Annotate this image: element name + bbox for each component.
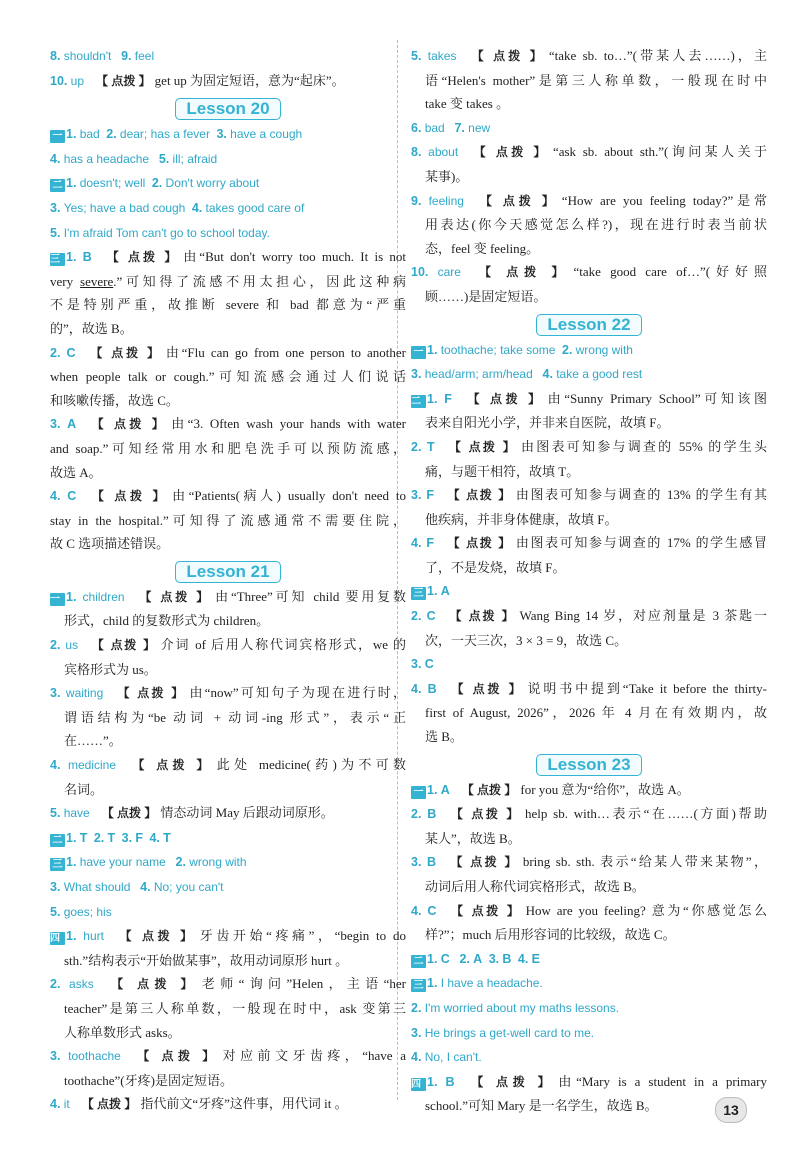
hint-tag: 【 点拨 】 [446, 439, 517, 454]
hint-tag: 【 点拨 】 [475, 193, 558, 208]
answer-line: 2. B 【 点拨 】 help sb. with…表示“在……(方面)帮助 [411, 806, 768, 822]
answer-line: and soap.”可知经常用水和肥皂洗手可以预防流感， [50, 440, 406, 456]
answer-line: 3. B 【 点拨 】 bring sb. sth. 表示“给某人带来某物”， [411, 854, 767, 870]
answer-line: 3. waiting 【 点拨 】 由“now”可知句子为现在进行时， [50, 685, 407, 701]
section-three-icon: 三 [50, 253, 65, 266]
answer-line: 某人”，故选 B。 [425, 830, 521, 846]
answer-line: 3. toothache 【 点拨 】 对应前文牙齿疼，“have a [50, 1048, 406, 1064]
answer-line: 故选 A。 [50, 464, 102, 480]
hint-tag: 【 点拨 】 [466, 1074, 555, 1089]
answer-line: 2. asks 【 点拨 】 老师“询问”Helen，主语“her [50, 976, 407, 992]
hint-tag: 【 点拨 】 [461, 782, 517, 797]
answer-line: 在……”。 [64, 733, 122, 749]
hint-tag: 【 点拨 】 [105, 977, 198, 992]
lesson-heading: Lesson 21 [50, 559, 406, 583]
answer-line: 一 1. A 【 点拨 】 for you 意为“给你”，故选 A。 [411, 778, 767, 803]
answer-line: 3. C [411, 657, 434, 672]
answer-line: 三 1. B 【 点拨 】 由“But don't worry too much. It is not [50, 249, 406, 266]
hint-tag: 【 点拨 】 [96, 73, 151, 88]
hint-tag: 【 点拨 】 [101, 806, 157, 821]
answer-line: 6. bad 7. new [411, 120, 491, 135]
section-two-icon: 二 [411, 395, 426, 408]
section-two-icon: 二 [411, 955, 426, 968]
answer-line: school.”可知 Mary 是一名学生，故选 B。 [425, 1098, 658, 1114]
answer-line: 9. feeling 【 点拨 】 “How are you feeling today?”是常 [411, 192, 768, 208]
answer-line: 一 1. bad 2. dear; has a fever 3. have a cough [50, 122, 406, 147]
answer-line: 一 1. toothache; take some 2. wrong with [411, 338, 767, 363]
section-three-icon: 三 [411, 979, 426, 992]
answer-line: 二 1. F 【 点拨 】 由“Sunny Primary School”可知该图 [411, 390, 768, 407]
answer-line: 了，不是发烧，故填 F。 [425, 559, 566, 575]
answer-line: 样?”；much 后用形容词的比较级，故选 C。 [425, 927, 676, 943]
answer-line: 3. What should 4. No; you can't [50, 880, 224, 894]
answer-line: 痛，与题干相符，故填 T。 [425, 463, 580, 479]
answer-line: very severe.”可知得了流感不用太担心，因此这种病 [50, 273, 406, 289]
hint-tag: 【 点拨 】 [88, 417, 168, 432]
answer-line: 选 B。 [425, 729, 463, 745]
answer-line: 语“Helen's mother”是第三人称单数，一般现在时中 [425, 72, 767, 88]
answer-line: 4. C 【 点拨 】 How are you feeling? 意为“你感觉怎么 [411, 902, 768, 918]
answer-line: 8. about 【 点拨 】 “ask sb. about sth.”(询问某人关于 [411, 144, 768, 160]
answer-line: 谓语结构为“be 动词 + 动词-ing 形式”，表示“正 [64, 709, 406, 725]
hint-tag: 【 点拨 】 [128, 758, 213, 773]
answer-line: sth.”结构表示“开始做某事”，故用动词原形 hurt 。 [64, 952, 349, 968]
hint-tag: 【 点拨 】 [132, 1049, 219, 1064]
answer-line: 宾格形式为 us。 [64, 661, 157, 677]
answer-line: 4. No, I can't. [411, 1050, 482, 1065]
answer-line: 2. C 【 点拨 】 Wang Bing 14 岁，对应剂量是 3 茶匙一 [411, 608, 767, 624]
lesson-heading: Lesson 23 [411, 752, 767, 776]
left-column [50, 44, 406, 1117]
answer-line: 的”，故选 B。 [50, 320, 133, 336]
hint-tag: 【 点拨 】 [445, 536, 512, 551]
answer-line: 二 1. T 2. T 3. F 4. T [50, 826, 406, 851]
hint-tag: 【 点拨 】 [90, 638, 157, 653]
hint-tag: 【 点拨 】 [448, 855, 519, 870]
answer-line: 4. F 【 点拨 】 由图表可知参与调查的 17% 的学生感冒 [411, 535, 768, 551]
section-four-icon: 四 [50, 932, 65, 945]
answer-line: 动词后用人称代词宾格形式，故选 B。 [425, 879, 645, 894]
answer-line: 故 C 选项描述错误。 [50, 536, 170, 552]
section-three-icon: 三 [411, 587, 426, 600]
hint-tag: 【 点拨 】 [463, 391, 544, 406]
section-two-icon: 二 [50, 179, 65, 192]
answer-line: teacher”是第三人称单数，一般现在时中，ask 变第三 [64, 1000, 406, 1016]
answer-line: 某事)。 [425, 168, 469, 184]
hint-tag: 【 点拨 】 [103, 250, 180, 265]
answer-line: 四 1. hurt 【 点拨 】 牙齿开始“疼痛”，“begin to do [50, 928, 407, 945]
answer-line: 四 1. B 【 点拨 】 由“Mary is a student in a primary [411, 1073, 767, 1090]
answer-line: 他疾病，并非身体健康，故填 F。 [425, 511, 618, 527]
answer-line: 10. care 【 点拨 】 “take good care of…”(好好照 [411, 264, 768, 280]
answer-line: 不是特别严重，故推断 severe 和 bad 都意为“严重 [50, 297, 406, 313]
answer-line: 顾……)是固定短语。 [425, 288, 547, 304]
answer-line: 4. it 【 点拨 】 指代前文“牙疼”这件事，用代词 it 。 [50, 1096, 348, 1112]
hint-tag: 【 点拨 】 [81, 1097, 137, 1112]
hint-tag: 【 点拨 】 [115, 929, 196, 944]
answer-line: 3. He brings a get-well card to me. [411, 1025, 595, 1040]
answer-line: 3. head/arm; arm/head 4. take a good rest [411, 367, 643, 382]
hint-tag: 【 点拨 】 [448, 807, 521, 822]
section-one-icon: 一 [50, 130, 65, 143]
answer-line: 2. C 【 点拨 】 由“Flu can go from one person to another [50, 344, 407, 360]
answer-line: 和咳嗽传播，故选 C。 [50, 392, 179, 408]
answer-line: when people talk or cough.”可知流感会通过人们说话 [50, 369, 406, 385]
answer-line: 次，一天三次，3 × 3 = 9，故选 C。 [425, 632, 628, 648]
hint-tag: 【 点拨 】 [468, 49, 545, 63]
answer-line: 4. B 【 点拨 】 说明书中提到“Take it before the thirty- [411, 680, 767, 696]
answer-line: 4. C 【 点拨 】 由“Patients(病人) usually don't need to [50, 488, 407, 504]
answer-line: 10. up 【 点拨 】 get up 为固定短语，意为“起床”。 [50, 72, 345, 88]
section-one-icon: 一 [411, 786, 426, 799]
answer-line: 2. us 【 点拨 】 介词 of 后用人称代词宾格形式，we 的 [50, 637, 406, 653]
hint-tag: 【 点拨 】 [448, 903, 522, 918]
hint-tag: 【 点拨 】 [448, 681, 524, 696]
answer-line: 2. T 【 点拨 】 由图表可知参与调查的 55% 的学生头 [411, 438, 767, 454]
section-two-icon: 二 [50, 834, 65, 847]
answer-line: 用表达(你今天感觉怎么样?)，现在进行时表当前状 [425, 217, 767, 233]
hint-tag: 【 点拨 】 [115, 686, 186, 701]
answer-line: 4. medicine 【 点拨 】 此处 medicine(药)为不可数 [50, 757, 406, 773]
hint-tag: 【 点拨 】 [470, 145, 549, 160]
answer-line: 表来自阳光小学，并非来自医院，故填 F。 [425, 415, 670, 431]
hint-tag: 【 点拨 】 [472, 265, 570, 280]
answer-line: 2. I'm worried about my maths lessons. [411, 1000, 620, 1015]
answer-line: first of August, 2026”，2026 年 4 月在有效期内，故 [425, 705, 767, 721]
answer-line: 名词。 [64, 781, 104, 797]
answer-line: 3. A 【 点拨 】 由“3. Often wash your hands with water [50, 416, 407, 432]
answer-line: 三 1. I have a headache. [411, 971, 767, 996]
answer-line: 二 1. C 2. A 3. B 4. E [411, 947, 767, 972]
hint-tag: 【 点拨 】 [447, 609, 516, 624]
answer-line: 8. shouldn't 9. feel [50, 49, 155, 63]
answer-line: 5. goes; his [50, 904, 112, 919]
section-one-icon: 一 [50, 593, 65, 606]
answer-line: 三 1. A [411, 579, 767, 604]
section-one-icon: 一 [411, 346, 426, 359]
lesson-heading: Lesson 20 [50, 96, 406, 120]
answer-line: 5. I'm afraid Tom can't go to school today. [50, 225, 270, 240]
answer-line: 4. has a headache 5. ill; afraid [50, 151, 218, 166]
hint-tag: 【 点拨 】 [88, 489, 169, 504]
right-column [411, 44, 767, 1118]
answer-line: 态，feel 变 feeling。 [425, 240, 540, 256]
section-three-icon: 三 [50, 858, 65, 871]
answer-line: stay in the hospital.”可知得了流感通常不需要住院， [50, 512, 406, 528]
answer-line: 5. takes 【 点拨 】 “take sb. to…”(带某人去……)，主 [411, 48, 767, 63]
answer-line: 5. have 【 点拨 】 情态动词 May 后跟动词原形。 [50, 805, 334, 821]
hint-tag: 【 点拨 】 [445, 488, 512, 503]
answer-line: take 变 takes 。 [425, 96, 510, 112]
answer-line: 形式，child 的复数形式为 children。 [64, 613, 270, 629]
page-number: 13 [715, 1097, 747, 1123]
answer-line: toothache”(牙疼)是固定短语。 [64, 1072, 233, 1088]
answer-line: 3. Yes; have a bad cough 4. takes good care of [50, 200, 305, 215]
section-four-icon: 四 [411, 1078, 426, 1091]
lesson-heading: Lesson 22 [411, 312, 767, 336]
answer-line: 三 1. have your name 2. wrong with [50, 850, 406, 875]
answer-line: 人称单数形式 asks。 [64, 1024, 181, 1040]
hint-tag: 【 点拨 】 [87, 345, 162, 360]
answer-line: 一 1. children 【 点拨 】 由“Three”可知 child 要用复数 [50, 588, 406, 605]
answer-line: 二 1. doesn't; well 2. Don't worry about [50, 171, 406, 196]
answer-line: 3. F 【 点拨 】 由图表可知参与调查的 13% 的学生有其 [411, 487, 768, 503]
hint-tag: 【 点拨 】 [136, 589, 212, 604]
